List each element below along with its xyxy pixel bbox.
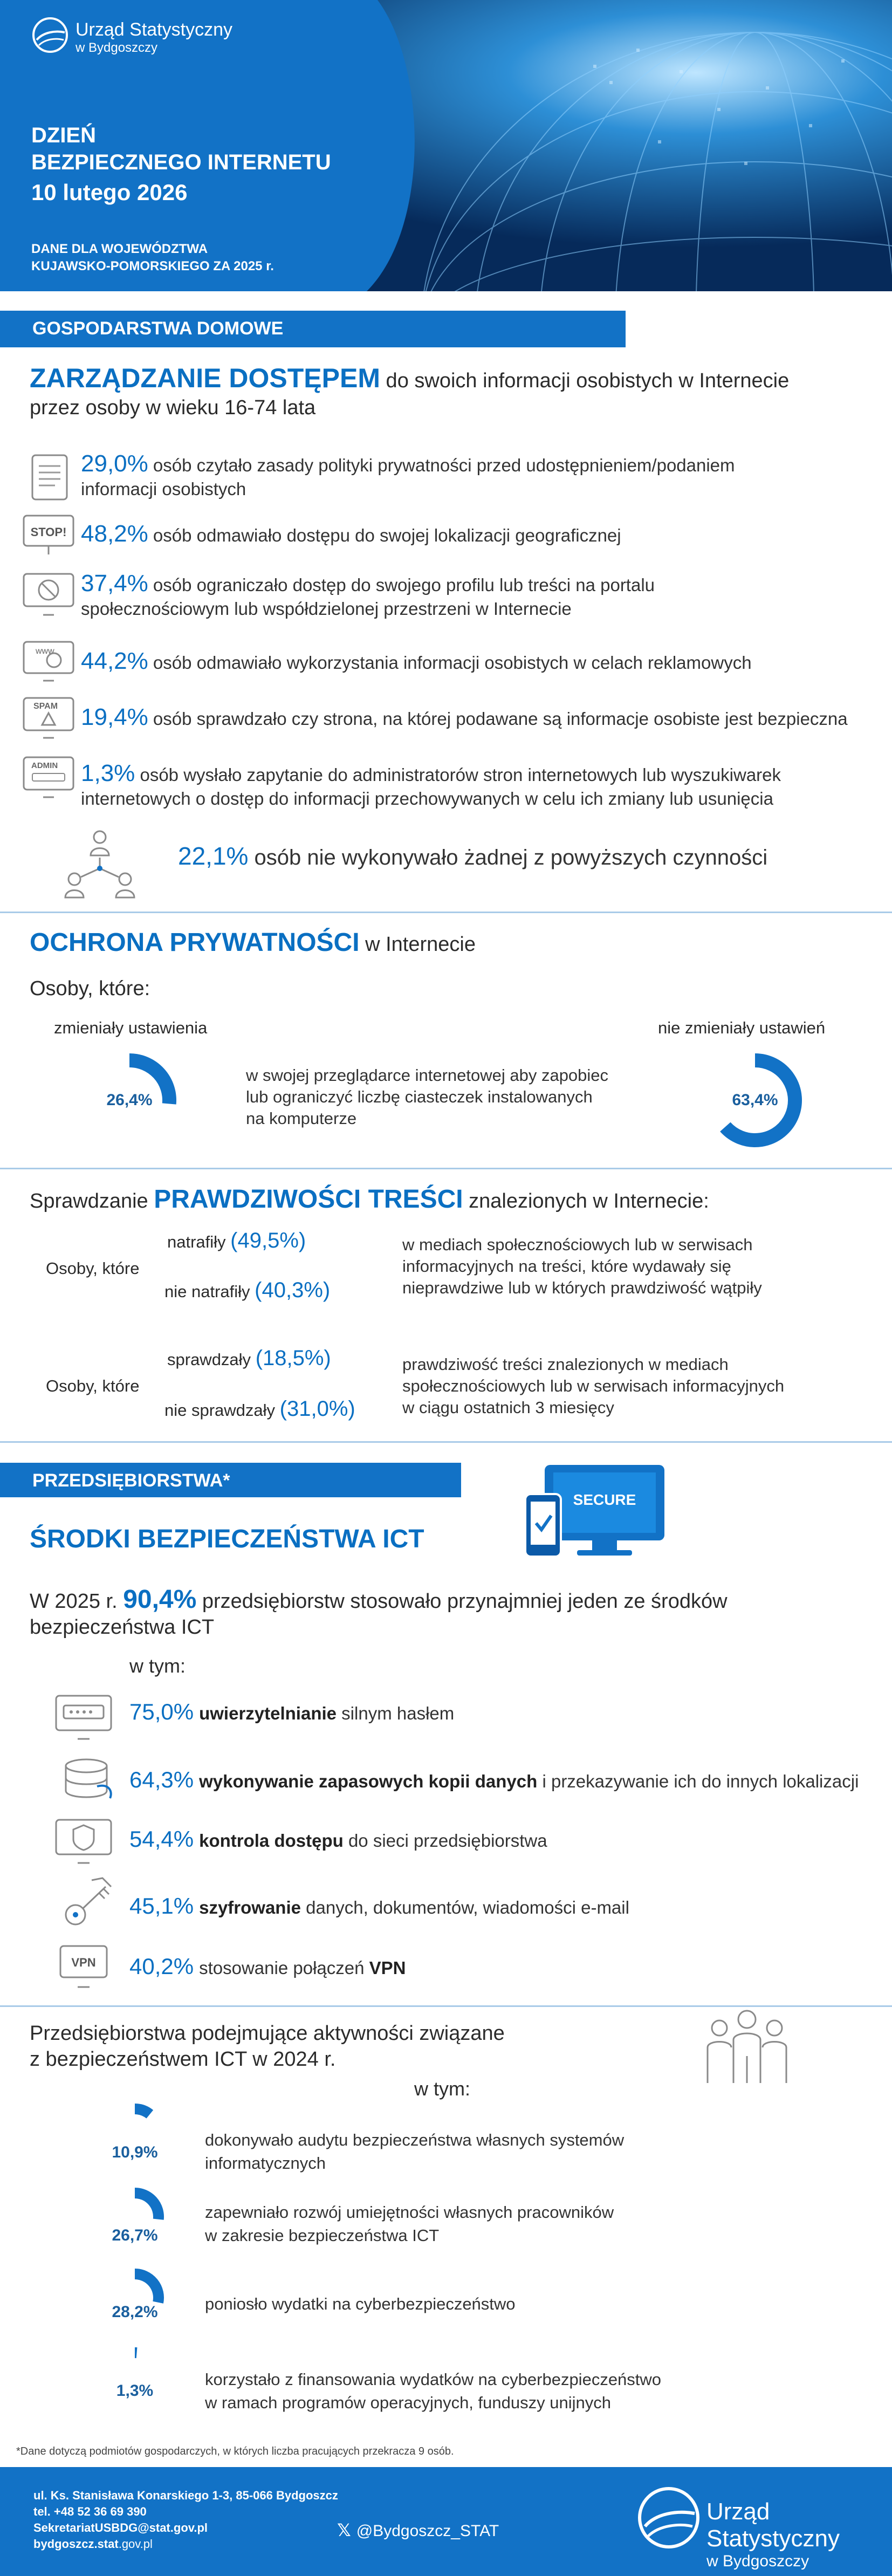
truth-group2-a: sprawdzały (18,5%) (167, 1346, 331, 1370)
database-icon (59, 1756, 119, 1805)
truth-group2-desc: prawdziwość treści znalezionych w mediach społecznościowych lub w serwisach informacyjnych w ciągu ostatnich 3 miesięcy (402, 1355, 785, 1417)
ict-item-1: 75,0% uwierzytelnianie silnym hasłem (129, 1699, 455, 1724)
svg-text:www: www (36, 647, 54, 656)
stop-sign-icon (22, 513, 76, 557)
household-stat-1: 29,0% osób czytało zasady polityki prywatności przed udostępnieniem/podaniem informacji osobistych (81, 450, 735, 499)
footer-contact: ul. Ks. Stanisława Konarskiego 1-3, 85-066 Bydgoszcz tel. +48 52 36 69 390 SekretariatUSBDG@stat.gov.pl bydgoszcz.stat.gov.pl (33, 2488, 338, 2552)
group-people-icon (701, 2008, 793, 2088)
ict-heading: ŚRODKI BEZPIECZEŃSTWA ICT (30, 1525, 424, 1553)
footer-email[interactable]: SekretariatUSBDG@stat.gov.pl (33, 2521, 208, 2534)
svg-text:VPN: VPN (71, 1956, 96, 1969)
x-logo-icon: 𝕏 (337, 2520, 351, 2540)
activity-text-1: dokonywało audytu bezpieczeństwa własnych systemów informatycznych (205, 2130, 625, 2173)
footer-website[interactable]: bydgoszcz.stat.gov.pl (33, 2537, 153, 2551)
footer-org-name: Urząd Statystyczny w Bydgoszczy (706, 2498, 840, 2570)
activities-heading: Przedsiębiorstwa podejmujące aktywności związane z bezpieczeństwem ICT w 2024 r. (30, 2022, 505, 2071)
footnote: *Dane dotyczą podmiotów gospodarczych, w których liczba pracujących przekracza 9 osób. (16, 2445, 454, 2457)
logo-circle-icon (31, 16, 69, 54)
header-banner (0, 0, 892, 291)
privacy-persons-label: Osoby, które: (30, 977, 150, 1000)
truth-group2-persons: Osoby, które (46, 1376, 140, 1395)
svg-text:ADMIN: ADMIN (31, 761, 58, 770)
secure-devices-icon (523, 1462, 669, 1559)
divider-1 (0, 912, 892, 913)
privacy-unchanged-label: nie zmieniały ustawień (658, 1018, 826, 1037)
header-logo (31, 16, 69, 54)
activity-text-4: korzystało z finansowania wydatków na cyberbezpieczeństwo w ramach programów operacyjnych, funduszy unijnych (205, 2370, 662, 2412)
privacy-changed-label: zmieniały ustawienia (54, 1018, 208, 1037)
truth-group1-desc: w mediach społecznościowych lub w serwisach informacyjnych na treści, które wydawały się nieprawdziwe lub w których prawdziwość wątpiły (402, 1235, 762, 1297)
privacy-unchanged-value: 63,4% (732, 1091, 778, 1109)
household-stat-3: 37,4% osób ograniczało dostęp do swojego profilu lub treści na portalu społecznościowym lub współdzielonej przestrzeni w Internecie (81, 570, 655, 619)
ict-item-3: 54,4% kontrola dostępu do sieci przedsiębiorstwa (129, 1826, 547, 1852)
header-org-name: Urząd Statystyczny w Bydgoszczy (76, 19, 232, 55)
password-icon (54, 1694, 113, 1742)
secure-text: SECURE (573, 1491, 636, 1508)
truth-heading: Sprawdzanie PRAWDZIWOŚCI TREŚCI znalezionych w Internecie: (30, 1185, 709, 1214)
ict-of-which: w tym: (129, 1655, 186, 1677)
activity-arc-3 (135, 2274, 159, 2303)
document-icon (28, 453, 71, 502)
truth-group1-b: nie natrafiły (40,3%) (164, 1278, 331, 1302)
activity-arc-2 (135, 2193, 159, 2219)
activity-text-3: poniosło wydatki na cyberbezpieczeństwo (205, 2294, 516, 2313)
footer (0, 2467, 892, 2576)
section-enterprises: PRZEDSIĘBIORSTWA* (0, 1463, 461, 1497)
divider-2 (0, 1168, 892, 1169)
footer-social[interactable]: 𝕏 @Bydgoszcz_STAT (337, 2520, 499, 2540)
shield-monitor-icon (54, 1818, 113, 1866)
access-heading: ZARZĄDZANIE DOSTĘPEM do swoich informacji osobistych w Internecie przez osoby w wieku 16-74 lata (30, 363, 790, 419)
activity-arc-1 (135, 2109, 150, 2114)
header-title: DZIEŃ BEZPIECZNEGO INTERNETU 10 lutego 2026 (31, 124, 331, 205)
svg-text:SPAM: SPAM (33, 702, 58, 711)
household-stat-6: 1,3% osób wysłało zapytanie do administratorów stron internetowych lub wyszukiwarek internetowych o dostęp do informacji przechowywanych w celu ich zmiany lub usunięcia (81, 760, 781, 809)
activity-text-2: zapewniało rozwój umiejętności własnych pracowników w zakresie bezpieczeństwa ICT (205, 2203, 614, 2245)
admin-monitor-icon (22, 755, 76, 800)
activity-value-1: 10,9% (112, 2143, 158, 2161)
www-icon (22, 640, 76, 683)
activities-of-which: w tym: (414, 2078, 470, 2100)
truth-group2-b: nie sprawdzały (31,0%) (164, 1397, 355, 1421)
spam-icon (22, 696, 76, 741)
svg-text:STOP!: STOP! (30, 525, 67, 539)
activity-value-3: 28,2% (112, 2303, 158, 2321)
header-subtitle: DANE DLA WOJEWÓDZTWA KUJAWSKO-POMORSKIEGO ZA 2025 r. (31, 242, 274, 273)
ict-intro: W 2025 r. 90,4% przedsiębiorstw stosowało przynajmniej jeden ze środków bezpieczeństwa ICT (30, 1585, 728, 1639)
household-stat-4: 44,2% osób odmawiało wykorzystania informacji osobistych w celach reklamowych (81, 648, 752, 674)
activity-value-2: 26,7% (112, 2226, 158, 2244)
section-households: GOSPODARSTWA DOMOWE (0, 311, 626, 347)
vpn-icon (54, 1944, 113, 1992)
privacy-description: w swojej przeglądarce internetowej aby zapobiec lub ograniczyć liczbę ciasteczek instalowanych na komputerze (246, 1066, 609, 1128)
activity-value-4: 1,3% (116, 2382, 154, 2400)
household-stat-5: 19,4% osób sprawdzało czy strona, na której podawane są informacje osobiste jest bezpieczna (81, 704, 848, 730)
divider-4 (0, 2005, 892, 2007)
household-none-stat: 22,1% osób nie wykonywało żadnej z powyższych czynności (178, 842, 768, 870)
ict-item-4: 45,1% szyfrowanie danych, dokumentów, wiadomości e-mail (129, 1893, 629, 1919)
truth-group1-a: natrafiły (49,5%) (167, 1229, 306, 1252)
household-stat-2: 48,2% osób odmawiało dostępu do swojej lokalizacji geograficznej (81, 520, 621, 547)
ict-item-2: 64,3% wykonywanie zapasowych kopii danych i przekazywanie ich do innych lokalizacji (129, 1767, 859, 1792)
privacy-heading: OCHRONA PRYWATNOŚCI w Internecie (30, 928, 476, 957)
truth-group1-persons: Osoby, które (46, 1259, 140, 1278)
key-icon (59, 1877, 119, 1931)
divider-3 (0, 1441, 892, 1443)
footer-logo-icon (636, 2485, 701, 2550)
people-network-icon (59, 825, 140, 906)
privacy-changed-value: 26,4% (106, 1091, 153, 1109)
blocked-monitor-icon (22, 572, 76, 618)
ict-item-5: 40,2% stosowanie połączeń VPN (129, 1954, 406, 1979)
